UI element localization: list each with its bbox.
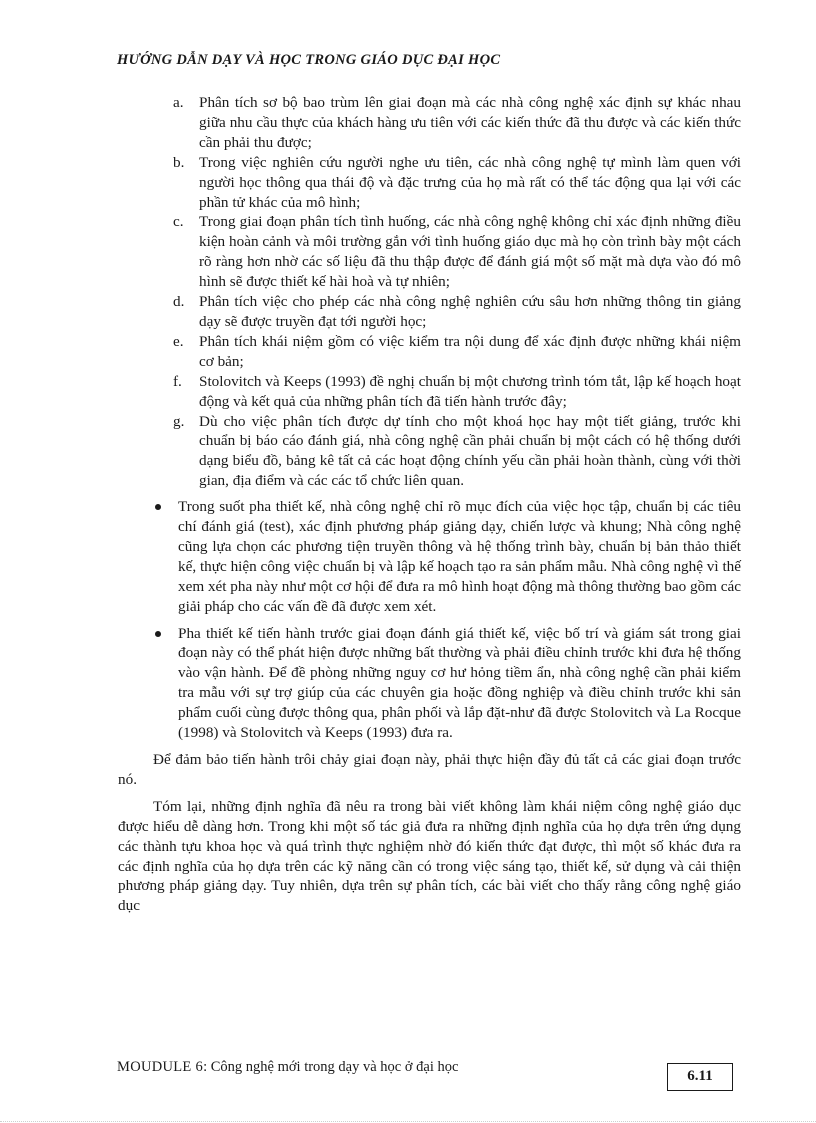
list-item bbox=[118, 153, 741, 213]
bullet-item bbox=[118, 624, 741, 743]
list-item bbox=[118, 212, 741, 292]
list-item bbox=[118, 332, 741, 372]
bullet-list bbox=[118, 497, 741, 743]
list-marker: d. bbox=[173, 293, 185, 311]
bullet-item bbox=[118, 497, 741, 616]
list-marker: a. bbox=[173, 94, 184, 111]
list-item-text: Trong giai đoạn phân tích tình huống, các nhà công nghệ không chỉ xác định những điều kiện hoàn cảnh và môi trường gắn với tình huống giáo dục mà họ còn trình bày một cách rõ ràng hơn nhờ các số liệu đã thu thập được để đánh giá một số mặt mà dựa vào đó mô hình sẽ được thiết kế hài hoà và tự nhiên; bbox=[199, 213, 741, 291]
list-item-text: Trong việc nghiên cứu người nghe ưu tiên, các nhà công nghệ tự mình làm quen với người học thông qua thái độ và đặc trưng của họ mà rất có thể tác động qua lại với các phần tử khác của mô hình; bbox=[199, 153, 741, 211]
list-item-text: Phân tích sơ bộ bao trùm lên giai đoạn mà các nhà công nghệ xác định sự khác nhau giữa nhu cầu thực của khách hàng ưu tiên với các kiến thức đã thu được và các kiến thức cần phải thu được; bbox=[199, 94, 741, 151]
list-marker: g. bbox=[173, 412, 185, 430]
page-body bbox=[118, 93, 741, 923]
list-marker: f. bbox=[173, 372, 182, 390]
list-marker: c. bbox=[173, 213, 184, 231]
bullet-icon bbox=[155, 631, 161, 637]
body-paragraph: Tóm lại, những định nghĩa đã nêu ra trong bài viết không làm khái niệm công nghệ giáo dục được hiểu dễ dàng hơn. Trong khi một số tác giả đưa ra những định nghĩa của họ dựa trên ứng dụng các thành tựu khoa học và quá trình thực nghiệm nhờ đó kiến thức đạt được, thì một số khác đưa ra các định nghĩa của họ dựa trên các kỹ năng cần có trong việc sáng tạo, thiết kế, sử dụng và cải thiện phương pháp giảng dạy. Tuy nhiên, dựa trên sự phân tích, các bài viết cho thấy rằng công nghệ giáo dục bbox=[118, 797, 741, 915]
list-marker: e. bbox=[173, 332, 184, 350]
list-item-text: Stolovitch và Keeps (1993) đề nghị chuẩn bị một chương trình tóm tắt, lập kế hoạch hoạt động và kết quả của những phân tích đã tiến hành trước đây; bbox=[199, 372, 741, 410]
list-item-text: Phân tích khái niệm gồm có việc kiểm tra nội dung để xác định được những khái niệm cơ bản; bbox=[199, 332, 741, 370]
bullet-text: Pha thiết kế tiến hành trước giai đoạn đánh giá thiết kế, việc bố trí và giám sát trong giai đoạn này có thể phát hiện được những bất thường và phải điều chỉnh trước khi đưa hệ thống vào vận hành. Để đề phòng những nguy cơ hư hỏng tiềm ẩn, nhà công nghệ cần phải kiểm tra mẫu với sự trợ giúp của các chuyên gia hoặc đồng nghiệp và điều chỉnh trước khi sản phẩm cuối cùng được thông qua, phân phối và lắp đặt-như đã được Stolovitch và La Rocque (1998) và Stolovitch và Keeps (1993) đưa ra. bbox=[178, 624, 741, 742]
page-number: 6.11 bbox=[667, 1063, 733, 1091]
list-item-text: Phân tích việc cho phép các nhà công nghệ nghiên cứu sâu hơn những thông tin giảng dạy sẽ được truyền đạt tới người học; bbox=[199, 293, 741, 330]
body-paragraph: Để đảm bảo tiến hành trôi chảy giai đoạn này, phải thực hiện đầy đủ tất cả các giai đoạn trước nó. bbox=[118, 751, 741, 788]
list-item bbox=[118, 93, 741, 153]
footer-subtitle: : Công nghệ mới trong dạy và học ở đại học bbox=[203, 1059, 459, 1075]
running-header: HƯỚNG DẪN DẠY VÀ HỌC TRONG GIÁO DỤC ĐẠI HỌC bbox=[117, 52, 501, 68]
bullet-text: Trong suốt pha thiết kế, nhà công nghệ chỉ rõ mục đích của việc học tập, chuẩn bị các tiêu chí đánh giá (test), xác định phương pháp giảng dạy, chiến lược và khung; Nhà công nghệ cũng lựa chọn các phương tiện truyền thông và hệ thống trình bày, chuẩn bị bản thảo thiết kế, thực hiện công việc chuẩn bị và lập kế hoạch tạo ra sản phẩm mẫu. Nhà công nghệ vì thế xem xét pha này như một cơ hội để đưa ra mô hình hoạt động mà thông thường bao gồm các giải pháp cho các vấn đề đã được xem xét. bbox=[178, 498, 741, 615]
bottom-divider bbox=[0, 1121, 816, 1122]
list-item bbox=[118, 412, 741, 492]
bullet-icon bbox=[155, 504, 161, 510]
list-item-text: Dù cho việc phân tích được dự tính cho một khoá học hay một tiết giảng, trước khi chuẩn bị báo cáo đánh giá, nhà công nghệ cần phải chuẩn bị một cách có hệ thống dưới dạng biểu đồ, bảng kê tất cả các hoạt động chính yếu cần phải hoàn thành, cùng với thời gian, địa điểm và các các tổ chức liên quan. bbox=[199, 412, 741, 490]
list-marker: b. bbox=[173, 153, 185, 171]
footer bbox=[117, 1059, 458, 1076]
analysis-list bbox=[118, 93, 741, 491]
list-item bbox=[118, 372, 741, 412]
footer-module: MOUDULE 6 bbox=[117, 1059, 204, 1075]
list-item bbox=[118, 292, 741, 332]
